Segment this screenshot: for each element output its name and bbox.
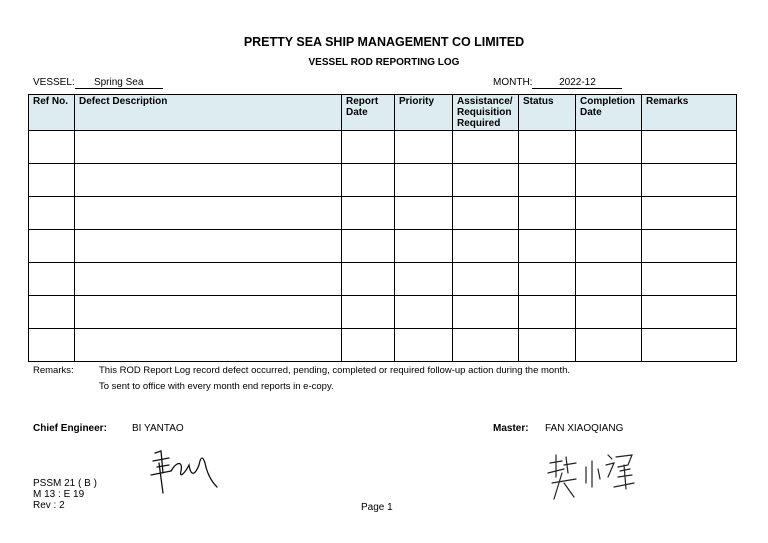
column-header: Report Date [342,95,395,131]
table-cell [395,131,453,164]
table-cell [395,164,453,197]
column-header: Status [519,95,576,131]
table-cell [29,230,75,263]
remarks-label: Remarks: [33,365,74,376]
table-cell [576,164,642,197]
table-cell [395,230,453,263]
master-signature [542,443,642,513]
table-cell [75,197,342,230]
table-cell [75,263,342,296]
table-cell [519,329,576,362]
table-cell [29,263,75,296]
table-cell [29,296,75,329]
vessel-field [33,77,163,89]
table-cell [642,296,737,329]
table-row [29,296,737,329]
table-cell [395,329,453,362]
table-cell [642,197,737,230]
form-code-block [33,478,97,511]
table-cell [576,131,642,164]
column-header: Defect Description [75,95,342,131]
revision: Rev : 2 [33,500,65,511]
table-cell [453,164,519,197]
table-cell [576,329,642,362]
column-header: Completion Date [576,95,642,131]
column-header: Priority [395,95,453,131]
table-cell [519,131,576,164]
column-header: Assistance/ Requisition Required [453,95,519,131]
table-cell [342,263,395,296]
chief-engineer-label: Chief Engineer: [33,423,107,434]
table-cell [75,164,342,197]
table-cell [75,131,342,164]
table-cell [453,197,519,230]
master-name: FAN XIAOQIANG [545,423,624,434]
company-name: PRETTY SEA SHIP MANAGEMENT CO LIMITED [243,35,525,49]
column-header: Remarks [642,95,737,131]
table-row [29,164,737,197]
table-cell [342,197,395,230]
remarks-line-2: To sent to office with every month end reports in e-copy. [99,381,334,392]
table-cell [453,329,519,362]
table-cell [519,230,576,263]
remarks-line-1: This ROD Report Log record defect occurred, pending, completed or required follow-up action during the month. [99,365,571,376]
table-cell [75,329,342,362]
table-row [29,197,737,230]
chief-engineer-signature [145,443,225,498]
table-cell [342,296,395,329]
form-code: PSSM 21 ( B ) [33,478,97,489]
master-label: Master: [493,423,529,434]
table-cell [29,131,75,164]
vessel-value: Spring Sea [75,77,163,89]
table-cell [519,164,576,197]
table-cell [519,296,576,329]
table-cell [395,197,453,230]
table-row [29,263,737,296]
table-cell [342,329,395,362]
table-cell [576,230,642,263]
table-cell [342,230,395,263]
table-cell [75,230,342,263]
table-cell [576,296,642,329]
table-cell [642,329,737,362]
month-field [493,77,622,89]
rod-log-table [28,94,737,362]
table-cell [342,164,395,197]
column-header: Ref No. [29,95,75,131]
table-cell [642,230,737,263]
table-cell [29,329,75,362]
reference-code: M 13 : E 19 [33,489,85,500]
table-cell [453,131,519,164]
table-cell [453,296,519,329]
table-cell [453,230,519,263]
table-cell [642,164,737,197]
table-cell [519,197,576,230]
month-label: MONTH: [493,77,533,88]
table-cell [29,164,75,197]
table-cell [576,263,642,296]
page-number: Page 1 [361,502,393,513]
table-cell [519,263,576,296]
table-cell [642,131,737,164]
table-cell [29,197,75,230]
vessel-label: VESSEL: [33,77,75,88]
table-cell [395,263,453,296]
table-row [29,230,737,263]
table-cell [576,197,642,230]
table-cell [453,263,519,296]
chief-engineer-name: BI YANTAO [132,423,184,434]
month-value: 2022-12 [532,77,622,89]
table-cell [342,131,395,164]
table-cell [395,296,453,329]
table-row [29,329,737,362]
table-row [29,131,737,164]
table-cell [642,263,737,296]
table-cell [75,296,342,329]
table-header-row [29,95,737,131]
document-title: VESSEL ROD REPORTING LOG [308,57,460,68]
